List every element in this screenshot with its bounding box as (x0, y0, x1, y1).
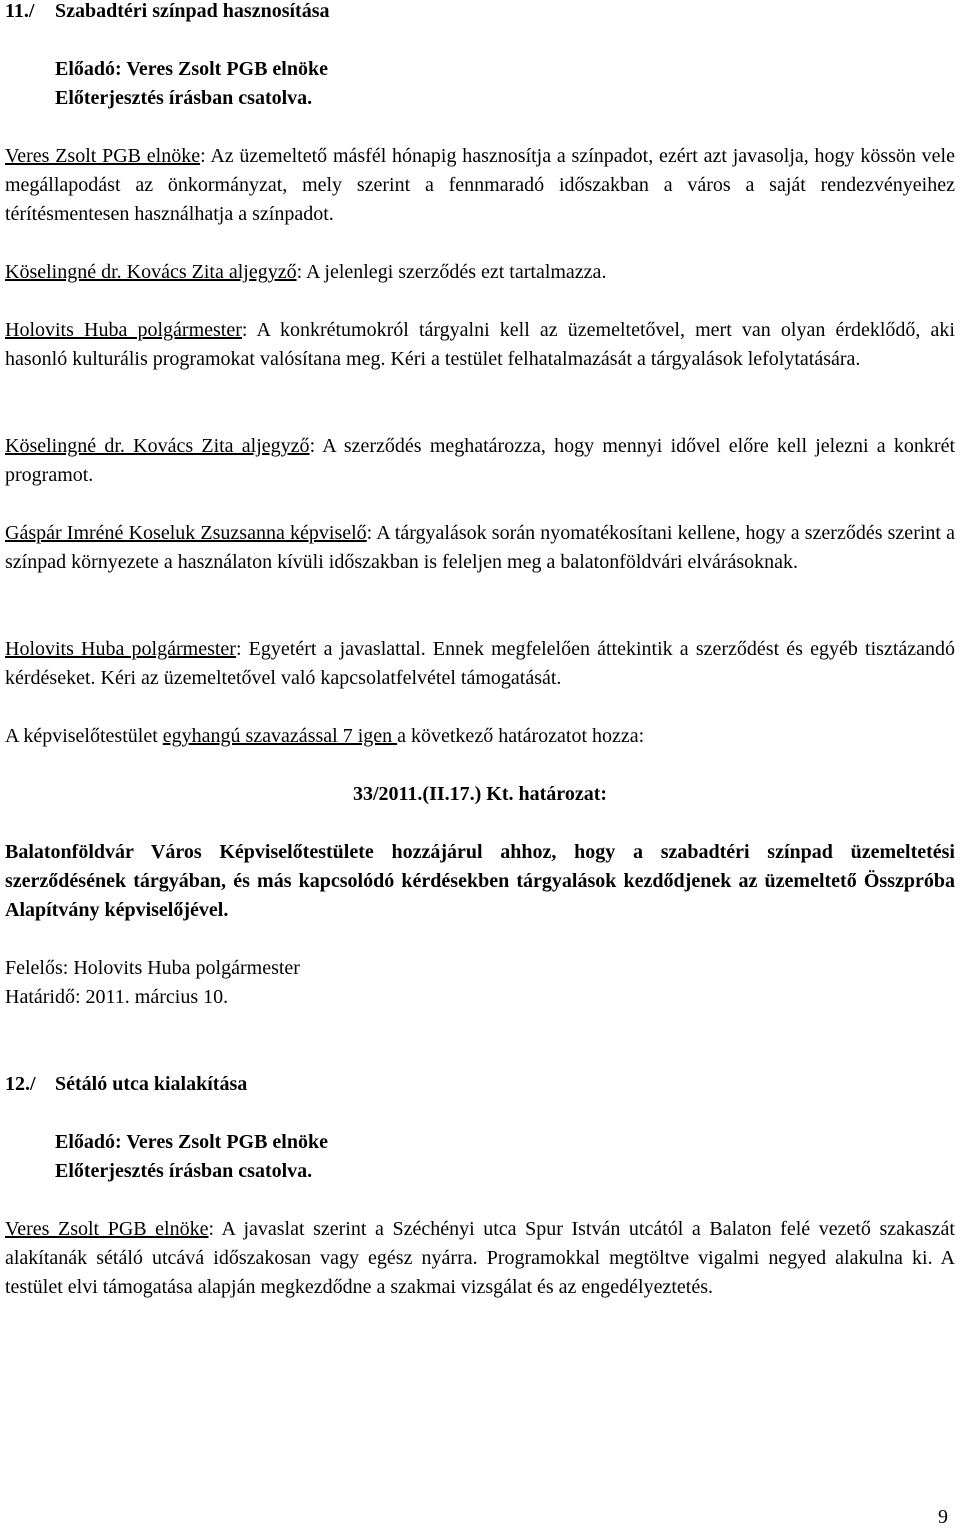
paragraph (5, 432, 955, 490)
speaker-name: Gáspár Imréné Koseluk Zsuzsanna képviselő (5, 522, 367, 544)
speaker-name: Veres Zsolt PGB elnöke (5, 145, 201, 167)
paragraph (5, 258, 955, 287)
resolution-number: 33/2011.(II.17.) Kt. határozat: (352, 783, 608, 805)
page-number: 9 (938, 1506, 948, 1528)
vote-result: egyhangú szavazással 7 igen (162, 725, 398, 747)
statement-text: : A szerződés meghatározza, hogy mennyi idővel előre kell jelezni a konkrét programot. (5, 435, 955, 486)
vote-statement: A képviselőtestület egyhangú szavazással 7 igen a következő határozatot hozza: (5, 725, 645, 747)
statement-text: : A konkrétumokról tárgyalni kell az üzemeltetővel, mert van olyan érdeklődő, aki hasonló kulturális programokat valósítana meg. Kéri a testület felhatalmazását a tárgyalások lefolytatására. (5, 319, 955, 370)
section-heading-11 (5, 0, 955, 26)
responsible-line: Felelős: Holovits Huba polgármester (5, 957, 300, 979)
speaker-name: Köselingné dr. Kovács Zita aljegyző (5, 435, 310, 457)
statement-text: : Egyetért a javaslattal. Ennek megfelelően áttekintik a szerződést és egyéb tisztázandó kérdéseket. Kéri az üzemeltetővel való kapcsolatfelvétel támogatását. (5, 638, 956, 689)
statement-text: : A tárgyalások során nyomatékosítani kellene, hogy a szerződés szerint a színpad környezete a használaton kívüli időszakban is feleljen meg a balatonföldvári elvárásoknak. (5, 522, 956, 573)
paragraph (5, 142, 955, 229)
presenter-line: Előadó: Veres Zsolt PGB elnöke (55, 58, 328, 80)
paragraph (5, 519, 955, 577)
speaker-name: Holovits Huba polgármester (5, 638, 236, 660)
attachment-line: Előterjesztés írásban csatolva. (55, 87, 313, 109)
statement-text: : Az üzemeltető másfél hónapig hasznosítja a színpadot, ezért azt javasolja, hogy kössön vele megállapodást az önkormányzat, mely szerint a fennmaradó időszakban a város a saját rendezvényeihez térítésmentesen használhatja a színpadot. (5, 145, 955, 225)
speaker-name: Köselingné dr. Kovács Zita aljegyző (5, 261, 297, 283)
paragraph (5, 635, 955, 693)
section-heading-12 (5, 1070, 955, 1099)
deadline-line: Határidő: 2011. március 10. (5, 986, 229, 1008)
attachment-line: Előterjesztés írásban csatolva. (55, 1160, 313, 1182)
statement-text: : A jelenlegi szerződés ezt tartalmazza. (296, 261, 607, 283)
statement-text: : A javaslat szerint a Széchényi utca Spur István utcától a Balaton felé vezető szakaszát alakítanák sétáló utcává időszakosan vagy egész nyárra. Programokkal megtöltve vigalmi negyed alakulna ki. A testület elvi támogatása alapján megkezdődne a szakmai vizsgálat és az engedélyeztetés. (5, 1218, 955, 1298)
resolution-text: Balatonföldvár Város Képviselőtestülete hozzájárul ahhoz, hogy a szabadtéri színpad üzemeltetési szerződésének tárgyában, és más kapcsolódó kérdésekben tárgyalások kezdődjenek az üzemeltető Összpróba Alapítvány képviselőjével. (5, 841, 955, 921)
speaker-name: Veres Zsolt PGB elnöke (5, 1218, 209, 1240)
section-number: 12./ (5, 1073, 36, 1095)
section-title: Sétáló utca kialakítása (55, 1073, 248, 1095)
speaker-name: Holovits Huba polgármester (5, 319, 242, 341)
section-title: Szabadtéri színpad hasznosítása (55, 0, 330, 22)
paragraph (5, 316, 955, 374)
presenter-line: Előadó: Veres Zsolt PGB elnöke (55, 1131, 328, 1153)
section-number: 11./ (5, 0, 35, 22)
paragraph (5, 1215, 955, 1302)
